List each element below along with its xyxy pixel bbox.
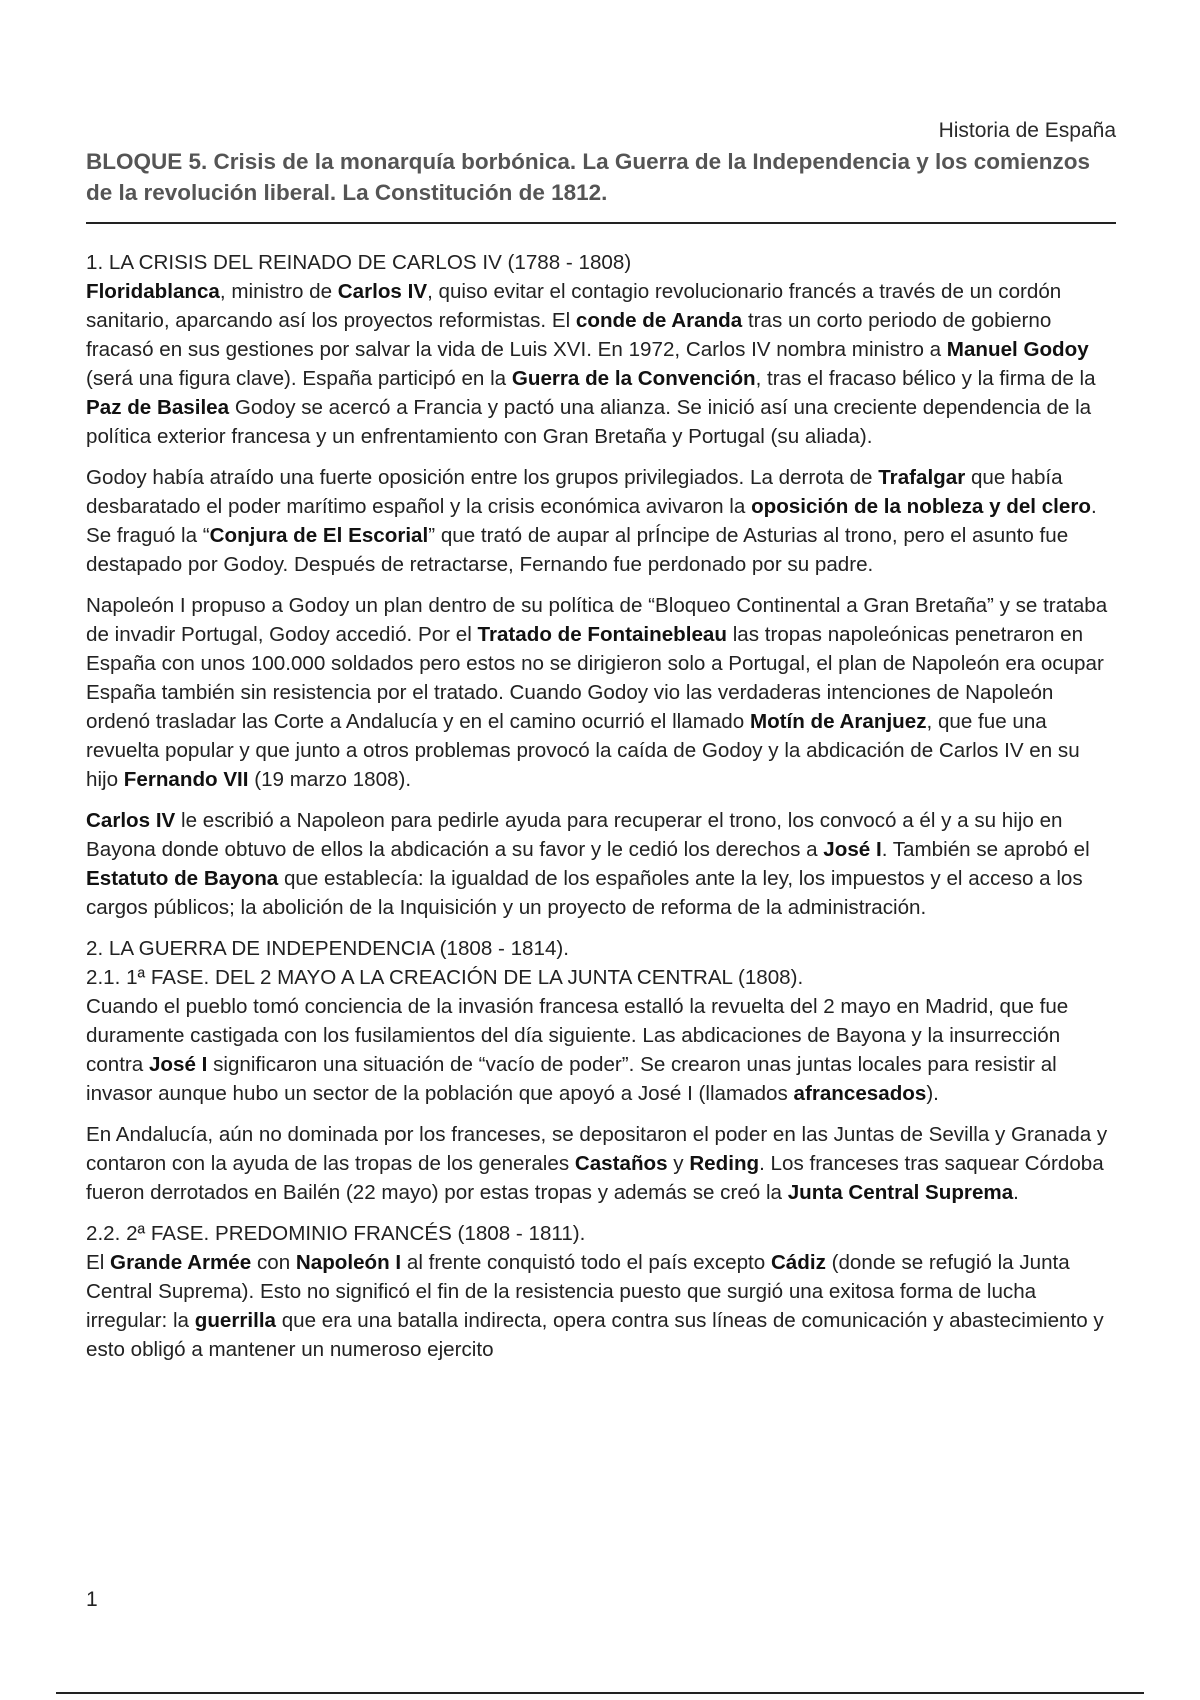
paragraph [86,992,1116,1108]
text-run: ” que trató de aupar al prÍncipe de Asturias al trono, pero el asunto fue destapado por Godoy. Después de retractarse, Fernando fue perdonado por su padre. [86,524,1069,576]
text-run: ). [926,1082,939,1105]
text-run: El [86,1251,111,1274]
subsection-heading-2-2: 2.2. 2ª FASE. PREDOMINIO FRANCÉS (1808 - 1811). [86,1222,586,1245]
bold-term: Fernando VII [123,768,249,791]
bold-term: Carlos IV [86,809,176,832]
bold-term: guerrilla [194,1309,276,1332]
bold-term: Carlos IV [337,280,428,303]
text-run: (será una figura clave). España participó en la [86,367,512,390]
bold-term: oposición de la nobleza y del clero [751,495,1091,518]
text-run: Napoleón I propuso a Godoy un plan dentro de su política de “Bloqueo Continental a Gran Bretaña” y se trataba de invadir Portugal, Godoy accedió. Por el [86,594,1108,646]
bold-term: José I [823,838,882,861]
text-run: que establecía: la igualdad de los españoles ante la ley, los impuestos y el acceso a los cargos públicos; la abolición de la Inquisición y un proyecto de reforma de la administración. [86,867,1083,919]
text-run: que era una batalla indirecta, opera contra sus líneas de comunicación y abastecimiento y esto obligó a mantener un numeroso ejercito [86,1309,1104,1361]
text-run: . [1013,1181,1019,1204]
paragraph [86,463,1116,579]
text-run: tras un corto periodo de gobierno fracasó en sus gestiones por salvar la vida de Luis XVI. En 1972, Carlos IV nombra ministro a [86,309,1052,361]
bold-term: Motín de Aranjuez [749,710,927,733]
block-title: BLOQUE 5. Crisis de la monarquía borbónica. La Guerra de la Independencia y los comienzos de la revolución liberal. La Constitución de 1812. [86,149,1091,205]
bold-term: José I [148,1053,208,1076]
text-run: , tras el fracaso bélico y la firma de la [755,367,1096,390]
text-run: , que fue una revuelta popular y que junto a otros problemas provocó la caída de Godoy y la abdicación de Carlos IV en su hijo [86,710,1080,791]
bold-term: Guerra de la Convención [511,367,756,390]
text-run: Godoy había atraído una fuerte oposición entre los grupos privilegiados. La derrota de [86,466,879,489]
document-body [86,248,1116,1364]
text-run: , ministro de [219,280,338,303]
section-heading-1: 1. LA CRISIS DEL REINADO DE CARLOS IV (1788 - 1808) [86,251,632,274]
text-run: (19 marzo 1808). [248,768,412,791]
page-number: 1 [86,1588,98,1611]
bold-term: Grande Armée [110,1251,252,1274]
section-heading-2: 2. LA GUERRA DE INDEPENDENCIA (1808 - 1814). [86,937,569,960]
text-run: . Se fraguó la “ [86,495,1097,547]
text-run: significaron una situación de “vacío de poder”. Se crearon unas juntas locales para resistir al invasor aunque hubo un sector de la población que apoyó a José I (llamados [86,1053,1057,1105]
paragraph [86,277,1116,451]
text-run: las tropas napoleónicas penetraron en España con unos 100.000 soldados pero estos no se dirigieron solo a Portugal, el plan de Napoleón era ocupar España también sin resistencia por el tratado. Cuando Godoy vio las verdaderas intenciones de Napoleón ordenó trasladar las Corte a Andalucía y en el camino ocurrió el llamado [86,623,1104,733]
paragraph [86,806,1116,922]
bold-term: Floridablanca [86,280,220,303]
bold-term: Tratado de Fontainebleau [477,623,727,646]
bold-term: Junta Central Suprema [787,1181,1014,1204]
bold-term: Castaños [574,1152,668,1175]
paragraph [86,1120,1116,1207]
bold-term: Conjura de El Escorial [209,524,429,547]
paragraph [86,1248,1116,1364]
bold-term: Cádiz [770,1251,826,1274]
document-page [86,118,1116,1364]
bold-term: Paz de Basilea [86,396,230,419]
text-run: le escribió a Napoleon para pedirle ayuda para recuperar el trono, los convocó a él y a su hijo en Bayona donde obtuvo de ellos la abdicación a su favor y le cedió los derechos a [86,809,1063,861]
text-run: al frente conquistó todo el país excepto [401,1251,771,1274]
bold-term: Napoleón I [295,1251,402,1274]
bold-term: conde de Aranda [575,309,743,332]
text-run: . También se aprobó el [881,838,1090,861]
subject-header: Historia de España [938,119,1116,142]
bold-term: Estatuto de Bayona [86,867,279,890]
text-run: y [667,1152,690,1175]
text-run: con [251,1251,296,1274]
header-rule [86,222,1116,224]
text-run: que había desbaratado el poder marítimo español y la crisis económica avivaron la [86,466,1063,518]
bold-term: Trafalgar [878,466,966,489]
text-run: En Andalucía, aún no dominada por los franceses, se depositaron el poder en las Juntas de Sevilla y Granada y contaron con la ayuda de las tropas de los generales [86,1123,1108,1175]
text-run: . Los franceses tras saquear Córdoba fueron derrotados en Bailén (22 mayo) por estas tropas y además se creó la [86,1152,1104,1204]
bold-term: Reding [689,1152,760,1175]
text-run: , quiso evitar el contagio revolucionario francés a través de un cordón sanitario, aparcando así los proyectos reformistas. El [86,280,1062,332]
text-run: Cuando el pueblo tomó conciencia de la invasión francesa estalló la revuelta del 2 mayo en Madrid, que fue duramente castigada con los fusilamientos del día siguiente. Las abdicaciones de Bayona y la insurrección contra [86,995,1069,1076]
bold-term: Manuel Godoy [946,338,1089,361]
paragraph [86,591,1116,794]
footer-rule [56,1692,1144,1694]
text-run: Godoy se acercó a Francia y pactó una alianza. Se inició así una creciente dependencia de la política exterior francesa y un enfrentamiento con Gran Bretaña y Portugal (su aliada). [86,396,1092,448]
subsection-heading-2-1: 2.1. 1ª FASE. DEL 2 MAYO A LA CREACIÓN DE LA JUNTA CENTRAL (1808). [86,966,804,989]
bold-term: afrancesados [793,1082,927,1105]
text-run: (donde se refugió la Junta Central Suprema). Esto no significó el fin de la resistencia puesto que surgió una exitosa forma de lucha irregular: la [86,1251,1070,1332]
